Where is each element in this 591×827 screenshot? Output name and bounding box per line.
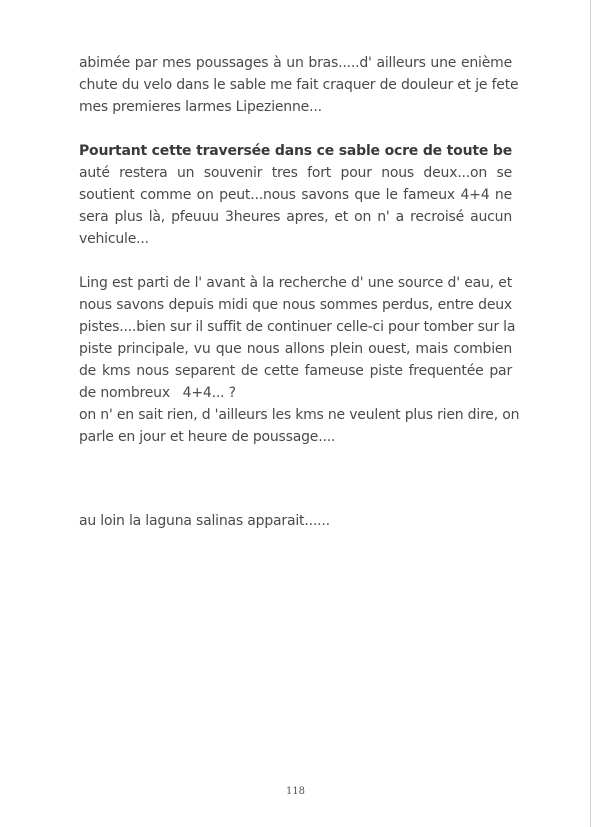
paragraph-2 bbox=[79, 140, 512, 250]
paragraph-4 bbox=[79, 510, 512, 532]
text-line: on n' en sait rien, d 'ailleurs les kms ne veulent plus rien dire, on bbox=[79, 407, 520, 423]
paragraph-3 bbox=[79, 272, 520, 448]
paragraph-1 bbox=[79, 52, 519, 118]
text-line: mes premieres larmes Lipezienne... bbox=[79, 99, 322, 115]
text-line: pistes....bien sur il suffit de continuer celle-ci pour tomber sur la bbox=[79, 319, 516, 335]
text-line: piste principale, vu que nous allons plein ouest, mais combien bbox=[79, 341, 512, 357]
text-line: au loin la laguna salinas apparait...... bbox=[79, 513, 330, 529]
text-line: de kms nous separent de cette fameuse piste frequentée par bbox=[79, 363, 512, 379]
text-line: auté restera un souvenir tres fort pour nous deux...on se bbox=[79, 165, 512, 181]
text-line: nous savons depuis midi que nous sommes perdus, entre deux bbox=[79, 297, 512, 313]
text-line: sera plus là, pfeuuu 3heures apres, et on n' a recroisé aucun bbox=[79, 209, 512, 225]
text-line: Ling est parti de l' avant à la recherche d' une source d' eau, et bbox=[79, 275, 512, 291]
text-line: vehicule... bbox=[79, 231, 149, 247]
text-line: soutient comme on peut...nous savons que le fameux 4+4 ne bbox=[79, 187, 512, 203]
text-line: chute du velo dans le sable me fait craquer de douleur et je fete bbox=[79, 77, 519, 93]
text-line: parle en jour et heure de poussage.... bbox=[79, 429, 336, 445]
bold-text-line: Pourtant cette traversée dans ce sable ocre de toute be bbox=[79, 143, 512, 159]
text-line: abimée par mes poussages à un bras.....d' ailleurs une enième bbox=[79, 55, 512, 71]
page-number: 118 bbox=[285, 786, 306, 797]
text-line: de nombreux 4+4... ? bbox=[79, 385, 236, 401]
